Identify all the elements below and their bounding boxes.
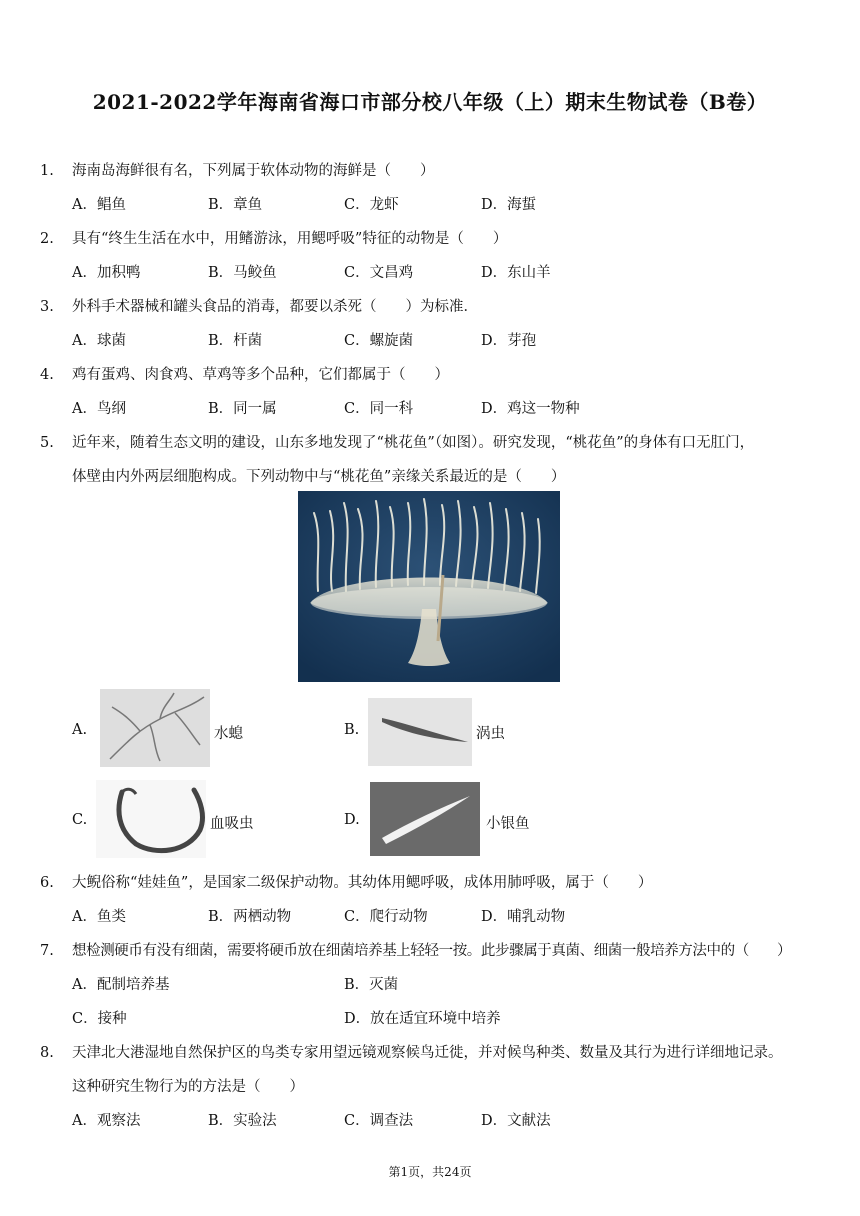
whitebait-fish-image (370, 782, 480, 856)
option-b: B．实验法 (208, 1113, 277, 1129)
question-text-line-2: 这种研究生物行为的方法是（ ） (72, 1079, 304, 1095)
question-2-options (72, 256, 832, 290)
page-title: 2021-2022学年海南省海口市部分校八年级（上）期末生物试卷（B卷） (92, 90, 768, 114)
question-number: 6. (40, 875, 54, 891)
option-d: D．海蜇 (481, 197, 537, 213)
question-number: 3. (40, 299, 54, 315)
option-a: A．鱼类 (72, 909, 126, 925)
option-c: C．文昌鸡 (344, 265, 414, 281)
option-d: D．放在适宜环境中培养 (344, 1011, 501, 1027)
option-b: B．章鱼 (208, 197, 263, 213)
question-8-options (72, 1104, 832, 1138)
question-4 (40, 358, 830, 392)
image-option-b-label: 涡虫 (476, 726, 505, 742)
question-4-options (72, 392, 832, 426)
question-number: 1. (40, 163, 54, 179)
question-text: 天津北大港湿地自然保护区的鸟类专家用望远镜观察候鸟迁徙，并对候鸟种类、数量及其行为进行详细地记录。 (72, 1045, 783, 1061)
jellyfish-image (298, 491, 560, 682)
image-option-c-label: 血吸虫 (210, 816, 254, 832)
option-a: A．观察法 (72, 1113, 141, 1129)
question-7-options-row-1 (72, 968, 832, 1002)
question-2 (40, 222, 830, 256)
option-b: B．同一属 (208, 401, 277, 417)
question-text: 外科手术器械和罐头食品的消毒，都要以杀死（ ）为标准． (72, 299, 478, 315)
option-a: A．加积鸭 (72, 265, 141, 281)
option-c: C．接种 (72, 1011, 127, 1027)
option-b: B．灭菌 (344, 977, 399, 993)
jellyfish-illustration (298, 491, 560, 682)
question-1 (40, 154, 830, 188)
planarian-illustration (368, 698, 472, 766)
question-text: 具有“终生生活在水中，用鳍游泳，用鳃呼吸”特征的动物是（ ） (72, 231, 508, 247)
option-c: C．调查法 (344, 1113, 414, 1129)
question-3-options (72, 324, 832, 358)
schistosome-illustration (96, 780, 206, 858)
question-7-options-row-2 (72, 1002, 832, 1036)
option-a: A．鲳鱼 (72, 197, 126, 213)
hydra-image (100, 689, 210, 767)
question-text-line-2: 体壁由内外两层细胞构成。下列动物中与“桃花鱼”亲缘关系最近的是（ ） (72, 469, 566, 485)
image-option-b-letter: B. (344, 722, 360, 738)
hydra-illustration (100, 689, 210, 767)
image-option-a-label: 水螅 (214, 726, 243, 742)
option-d: D．芽孢 (481, 333, 537, 349)
option-c: C．同一科 (344, 401, 414, 417)
question-7 (40, 934, 830, 968)
option-d: D．哺乳动物 (481, 909, 566, 925)
question-6-options (72, 900, 832, 934)
option-d: D．东山羊 (481, 265, 551, 281)
question-text: 鸡有蛋鸡、肉食鸡、草鸡等多个品种，它们都属于（ ） (72, 367, 449, 383)
option-c: C．爬行动物 (344, 909, 428, 925)
option-a: A．球菌 (72, 333, 126, 349)
option-a: A．鸟纲 (72, 401, 126, 417)
image-option-c-letter: C. (72, 812, 88, 828)
option-b: B．杆菌 (208, 333, 263, 349)
option-d: D．鸡这一物种 (481, 401, 580, 417)
question-text: 大鲵俗称“娃娃鱼”，是国家二级保护动物。其幼体用鳃呼吸，成体用肺呼吸，属于（ ） (72, 875, 653, 891)
question-text: 海南岛海鲜很有名，下列属于软体动物的海鲜是（ ） (72, 163, 435, 179)
question-number: 7. (40, 943, 54, 959)
image-option-d-label: 小银鱼 (486, 816, 530, 832)
question-8 (40, 1036, 830, 1104)
image-option-a-letter: A. (72, 722, 88, 738)
schistosome-image (96, 780, 206, 858)
question-number: 4. (40, 367, 54, 383)
question-1-options (72, 188, 832, 222)
question-number: 5. (40, 435, 54, 451)
question-3 (40, 290, 830, 324)
question-6 (40, 866, 830, 900)
option-d: D．文献法 (481, 1113, 551, 1129)
question-5 (40, 426, 830, 494)
question-text: 想检测硬币有没有细菌，需要将硬币放在细菌培养基上轻轻一按。此步骤属于真菌、细菌一般培养方法中的（ ） (72, 943, 792, 959)
whitebait-fish-illustration (370, 782, 480, 856)
option-c: C．螺旋菌 (344, 333, 414, 349)
option-b: B．两栖动物 (208, 909, 292, 925)
page-footer: 第1页，共24页 (388, 1165, 472, 1179)
option-b: B．马鲛鱼 (208, 265, 277, 281)
planarian-image (368, 698, 472, 766)
question-text: 近年来，随着生态文明的建设，山东多地发现了“桃花鱼”（如图）。研究发现，“桃花鱼”的身体有口无肛门， (72, 435, 755, 451)
option-a: A．配制培养基 (72, 977, 170, 993)
image-option-d-letter: D. (344, 812, 360, 828)
option-c: C．龙虾 (344, 197, 399, 213)
question-number: 8. (40, 1045, 54, 1061)
question-number: 2. (40, 231, 54, 247)
